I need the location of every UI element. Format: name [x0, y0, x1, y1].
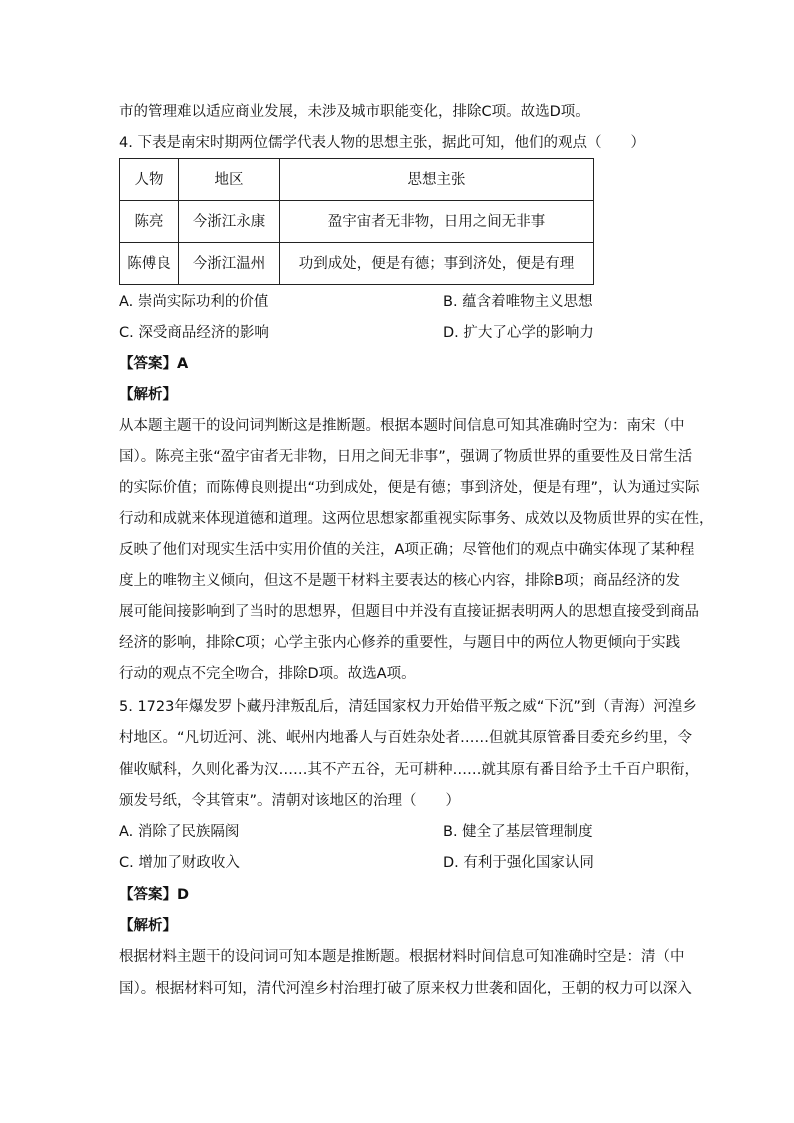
question-5-stem-line: 村地区。“凡切近河、洮、岷州内地番人与百姓杂处者……但就其原管番目委充乡约里，令 — [119, 730, 693, 746]
question-5-option-a: A. 消除了民族隔阂 — [119, 824, 240, 840]
text-line: 市的管理难以适应商业发展，未涉及城市职能变化，排除C项。故选D项。 — [119, 104, 590, 120]
analysis-line: 行动和成就来体现道德和道理。这两位思想家都重视实际事务、成效以及物质世界的实在性， — [119, 511, 714, 527]
table-header-cell: 人物 — [120, 159, 179, 201]
analysis-line: 国）。陈亮主张“盈宇宙者无非物，日用之间无非事”，强调了物质世界的重要性及日常生活 — [119, 449, 693, 465]
question-5-option-c: C. 增加了财政收入 — [119, 855, 240, 871]
table-cell: 功到成处，便是有德；事到济处，便是有理 — [280, 243, 594, 285]
analysis-line: 根据材料主题干的设问词可知本题是推断题。根据材料时间信息可知准确时空是：清（中 — [119, 949, 685, 965]
analysis-line: 展可能间接影响到了当时的思想界，但题目中并没有直接证据表明两人的思想直接受到商品 — [119, 604, 699, 620]
table-cell: 陈傅良 — [120, 243, 179, 285]
question-5-stem-line: 颁发号纸，令其管束”。清朝对该地区的治理（ ） — [119, 793, 461, 809]
analysis-line: 经济的影响，排除C项；心学主张内心修养的重要性，与题目中的两位人物更倾向于实践 — [119, 635, 681, 651]
table-cell: 陈亮 — [120, 201, 179, 243]
table-header-cell: 地区 — [179, 159, 280, 201]
question-4-table — [119, 158, 594, 285]
question-4-analysis-label: 【解析】 — [119, 387, 177, 403]
table-cell: 盈宇宙者无非物，日用之间无非事 — [280, 201, 594, 243]
table-header-cell: 思想主张 — [280, 159, 594, 201]
question-4-option-a: A. 崇尚实际功利的价值 — [119, 294, 269, 310]
analysis-line: 国）。根据材料可知，清代河湟乡村治理打破了原来权力世袭和固化，王朝的权力可以深入 — [119, 981, 692, 997]
table-header-row — [120, 159, 594, 201]
question-5-answer: 【答案】D — [119, 887, 190, 903]
question-4-option-c: C. 深受商品经济的影响 — [119, 325, 269, 341]
question-5-stem-line: 催收赋科，久则化番为汉……其不产五谷，无可耕种……就其原有番目给予土千百户职衔， — [119, 762, 699, 778]
table-cell: 今浙江永康 — [179, 201, 280, 243]
analysis-line: 反映了他们对现实生活中实用价值的关注，A项正确；尽管他们的观点中确实体现了某种程 — [119, 542, 695, 558]
question-5-option-b: B. 健全了基层管理制度 — [443, 824, 593, 840]
question-5-analysis-label: 【解析】 — [119, 918, 177, 934]
analysis-line: 度上的唯物主义倾向，但这不是题干材料主要表达的核心内容，排除B项；商品经济的发 — [119, 573, 680, 589]
question-5-option-d: D. 有利于强化国家认同 — [443, 855, 594, 871]
analysis-line: 的实际价值；而陈傅良则提出“功到成处，便是有德；事到济处，便是有理”，认为通过实际 — [119, 480, 700, 496]
table-row — [120, 201, 594, 243]
table-row — [120, 243, 594, 285]
question-4-option-d: D. 扩大了心学的影响力 — [443, 325, 594, 341]
question-4-option-b: B. 蕴含着唯物主义思想 — [443, 294, 593, 310]
question-4-stem: 4. 下表是南宋时期两位儒学代表人物的思想主张，据此可知，他们的观点（ ） — [119, 135, 645, 151]
question-4-answer: 【答案】A — [119, 356, 189, 372]
analysis-line: 从本题主题干的设问词判断这是推断题。根据本题时间信息可知其准确时空为：南宋（中 — [119, 418, 685, 434]
table-cell: 今浙江温州 — [179, 243, 280, 285]
analysis-line: 行动的观点不完全吻合，排除D项。故选A项。 — [119, 666, 416, 682]
question-5-stem-line: 5. 1723年爆发罗卜藏丹津叛乱后，清廷国家权力开始借平叛之威“下沉”到（青海）河湟乡 — [119, 699, 697, 715]
